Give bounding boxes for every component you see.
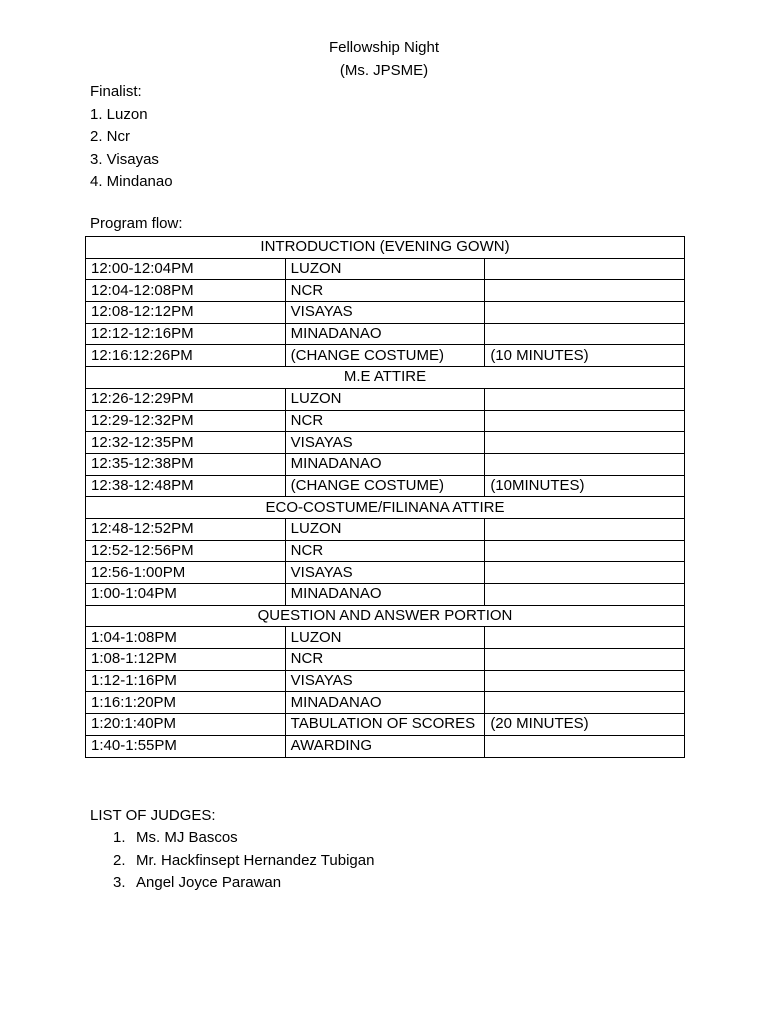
- time-cell: 1:00-1:04PM: [86, 584, 286, 606]
- time-cell: 12:12-12:16PM: [86, 323, 286, 345]
- time-cell: 12:52-12:56PM: [86, 540, 286, 562]
- time-cell: 1:40-1:55PM: [86, 735, 286, 757]
- table-row: [86, 627, 685, 649]
- note-cell: (20 MINUTES): [485, 714, 685, 736]
- note-cell: (10MINUTES): [485, 475, 685, 497]
- table-row: [86, 714, 685, 736]
- judges-label: LIST OF JUDGES:: [90, 807, 216, 824]
- finalist-item: 3. Visayas: [90, 150, 159, 168]
- segment-cell: LUZON: [285, 518, 485, 540]
- judge-number: 3.: [113, 874, 126, 891]
- section-title: ECO-COSTUME/FILINANA ATTIRE: [86, 497, 685, 519]
- note-cell: [485, 670, 685, 692]
- section-row: [86, 367, 685, 389]
- time-cell: 1:08-1:12PM: [86, 649, 286, 671]
- finalist-item: 4. Mindanao: [90, 173, 173, 190]
- table-row: [86, 302, 685, 324]
- table-row: [86, 323, 685, 345]
- document-title: Fellowship Night: [328, 39, 440, 56]
- note-cell: [485, 280, 685, 302]
- segment-cell: VISAYAS: [285, 670, 485, 692]
- judge-name: Ms. MJ Bascos: [136, 829, 238, 846]
- segment-cell: VISAYAS: [285, 562, 485, 584]
- note-cell: [485, 627, 685, 649]
- note-cell: [485, 258, 685, 280]
- time-cell: 12:08-12:12PM: [86, 302, 286, 324]
- note-cell: [485, 432, 685, 454]
- judges-list: [113, 827, 374, 895]
- finalist-item: 2. Ncr: [90, 128, 131, 145]
- table-row: [86, 432, 685, 454]
- time-cell: 12:32-12:35PM: [86, 432, 286, 454]
- segment-cell: MINADANAO: [285, 692, 485, 714]
- judge-item: [113, 827, 374, 850]
- note-cell: [485, 649, 685, 671]
- time-cell: 1:20:1:40PM: [86, 714, 286, 736]
- time-cell: 1:16:1:20PM: [86, 692, 286, 714]
- segment-cell: NCR: [285, 649, 485, 671]
- section-row: [86, 237, 685, 259]
- finalist-label: Finalist:: [90, 83, 142, 100]
- segment-cell: VISAYAS: [285, 302, 485, 324]
- title-block: [0, 37, 768, 82]
- segment-cell: NCR: [285, 540, 485, 562]
- table-row: [86, 280, 685, 302]
- time-cell: 12:38-12:48PM: [86, 475, 286, 497]
- judge-name: Mr. Hackfinsept Hernandez Tubigan: [136, 851, 375, 869]
- note-cell: [485, 410, 685, 432]
- judge-item: [113, 872, 374, 895]
- time-cell: 12:26-12:29PM: [86, 388, 286, 410]
- time-cell: 12:29-12:32PM: [86, 410, 286, 432]
- note-cell: [485, 518, 685, 540]
- table-row: [86, 475, 685, 497]
- segment-cell: LUZON: [285, 627, 485, 649]
- time-cell: 1:04-1:08PM: [86, 627, 286, 649]
- table-row: [86, 584, 685, 606]
- note-cell: [485, 388, 685, 410]
- note-cell: [485, 302, 685, 324]
- judge-number: 2.: [113, 851, 126, 869]
- segment-cell: (CHANGE COSTUME): [285, 345, 485, 367]
- section-title: INTRODUCTION (EVENING GOWN): [86, 237, 685, 259]
- table-row: [86, 388, 685, 410]
- time-cell: 12:35-12:38PM: [86, 453, 286, 475]
- segment-cell: MINADANAO: [285, 584, 485, 606]
- segment-cell: TABULATION OF SCORES: [285, 714, 485, 736]
- table-row: [86, 345, 685, 367]
- time-cell: 1:12-1:16PM: [86, 670, 286, 692]
- table-row: [86, 518, 685, 540]
- judge-name: Angel Joyce Parawan: [136, 874, 282, 891]
- note-cell: [485, 453, 685, 475]
- table-row: [86, 258, 685, 280]
- table-row: [86, 453, 685, 475]
- table-row: [86, 670, 685, 692]
- finalist-item: 1. Luzon: [90, 105, 148, 123]
- note-cell: [485, 692, 685, 714]
- table-row: [86, 410, 685, 432]
- section-row: [86, 497, 685, 519]
- segment-cell: LUZON: [285, 388, 485, 410]
- segment-cell: LUZON: [285, 258, 485, 280]
- time-cell: 12:56-1:00PM: [86, 562, 286, 584]
- note-cell: [485, 323, 685, 345]
- table-row: [86, 735, 685, 757]
- time-cell: 12:16:12:26PM: [86, 345, 286, 367]
- program-flow-table: [85, 236, 685, 758]
- time-cell: 12:48-12:52PM: [86, 518, 286, 540]
- program-flow-label: Program flow:: [90, 215, 183, 232]
- note-cell: [485, 540, 685, 562]
- table-row: [86, 649, 685, 671]
- segment-cell: MINADANAO: [285, 453, 485, 475]
- judge-item: [113, 850, 374, 873]
- note-cell: [485, 562, 685, 584]
- section-title: QUESTION AND ANSWER PORTION: [86, 605, 685, 627]
- note-cell: [485, 584, 685, 606]
- judge-number: 1.: [113, 829, 126, 846]
- section-row: [86, 605, 685, 627]
- note-cell: (10 MINUTES): [485, 345, 685, 367]
- segment-cell: NCR: [285, 410, 485, 432]
- segment-cell: VISAYAS: [285, 432, 485, 454]
- time-cell: 12:04-12:08PM: [86, 280, 286, 302]
- segment-cell: NCR: [285, 280, 485, 302]
- table-row: [86, 540, 685, 562]
- segment-cell: (CHANGE COSTUME): [285, 475, 485, 497]
- section-title: M.E ATTIRE: [86, 367, 685, 389]
- note-cell: [485, 735, 685, 757]
- table-row: [86, 562, 685, 584]
- segment-cell: MINADANAO: [285, 323, 485, 345]
- time-cell: 12:00-12:04PM: [86, 258, 286, 280]
- finalist-list: [90, 81, 173, 194]
- document-subtitle: (Ms. JPSME): [339, 61, 429, 79]
- segment-cell: AWARDING: [285, 735, 485, 757]
- table-row: [86, 692, 685, 714]
